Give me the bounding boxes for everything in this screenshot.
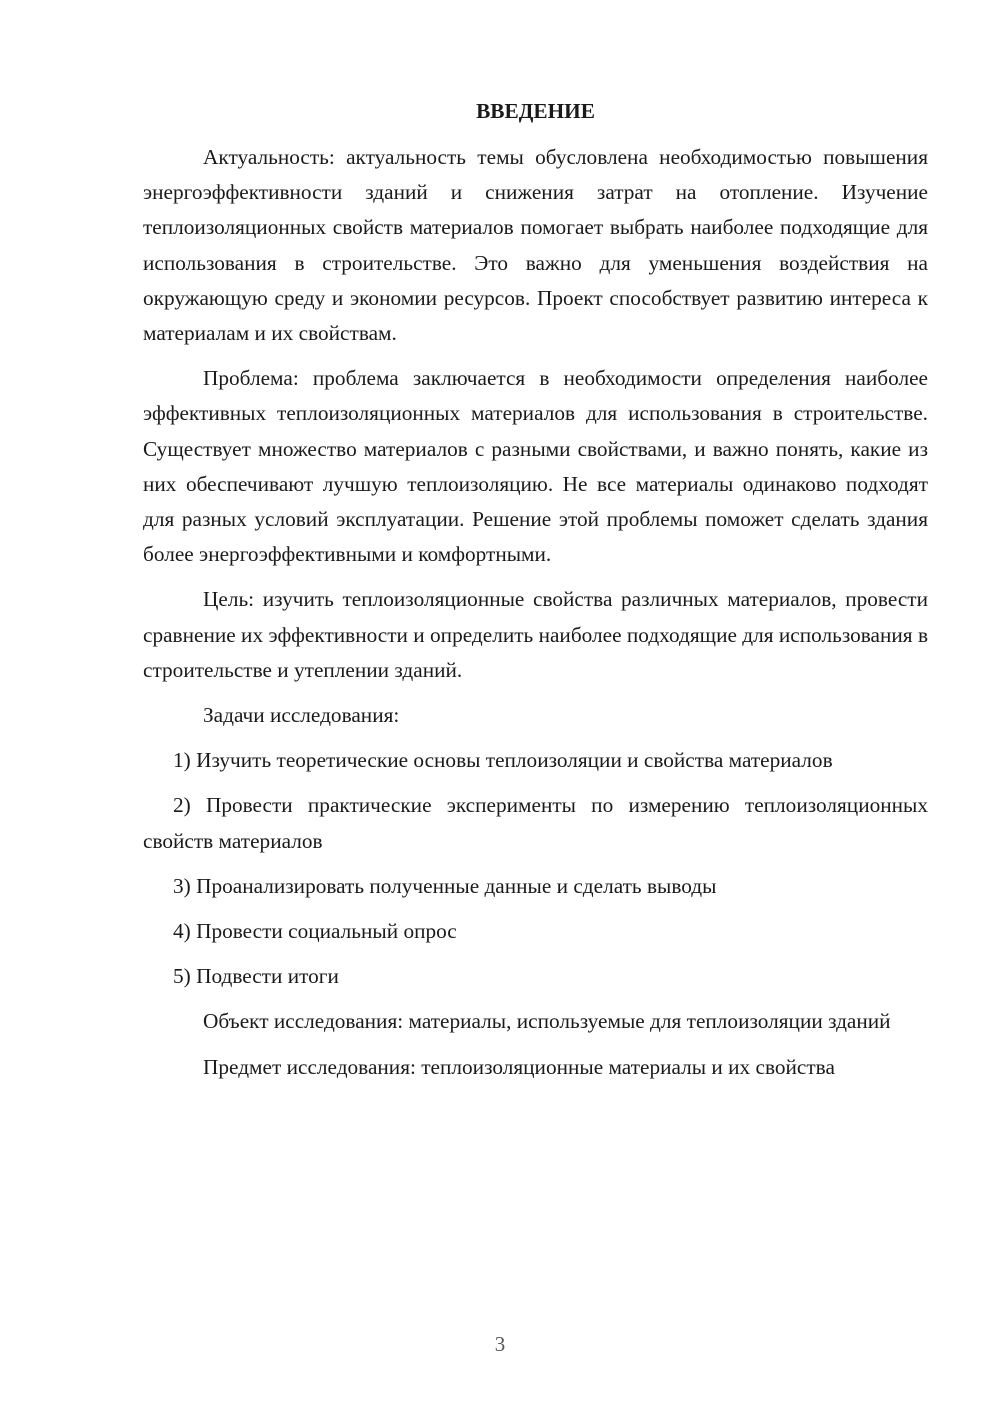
task-item-1: 1) Изучить теоретические основы теплоизоляции и свойства материалов [173,748,833,773]
relevance-paragraph: Актуальность: актуальность темы обусловлена необходимостью повышения энергоэффективности зданий и снижения затрат на отопление. Изучение теплоизоляционных свойств материалов помогает выбрать наиболее подходящие для использования в строительстве. Это важно для уменьшения воздействия на окружающую среду и экономии ресурсов. Проект способствует развитию интереса к материалам и их свойствам. [143,145,928,346]
task-item-2: 2) Провести практические эксперименты по измерению теплоизоляционных свойств материалов [143,793,928,853]
tasks-heading: Задачи исследования: [203,703,400,728]
page-number: 3 [494,1332,506,1356]
task-item-4: 4) Провести социальный опрос [173,919,457,944]
goal-paragraph: Цель: изучить теплоизоляционные свойства различных материалов, провести сравнение их эффективности и определить наиболее подходящие для использования в строительстве и утеплении зданий. [143,587,928,682]
research-subject-paragraph: Предмет исследования: теплоизоляционные материалы и их свойства [203,1054,835,1079]
task-item-5: 5) Подвести итоги [173,964,339,989]
section-heading: ВВЕДЕНИЕ [476,99,595,123]
task-item-3: 3) Проанализировать полученные данные и сделать выводы [173,873,717,898]
document-page [143,96,928,1095]
research-object-paragraph: Объект исследования: материалы, используемые для теплоизоляции зданий [203,1009,891,1034]
problem-paragraph: Проблема: проблема заключается в необходимости определения наиболее эффективных теплоизоляционных материалов для использования в строительстве. Существует множество материалов с разными свойствами, и важно понять, какие из них обеспечивают лучшую теплоизоляцию. Не все материалы одинаково подходят для разных условий эксплуатации. Решение этой проблемы поможет сделать здания более энергоэффективными и комфортными. [143,366,928,567]
